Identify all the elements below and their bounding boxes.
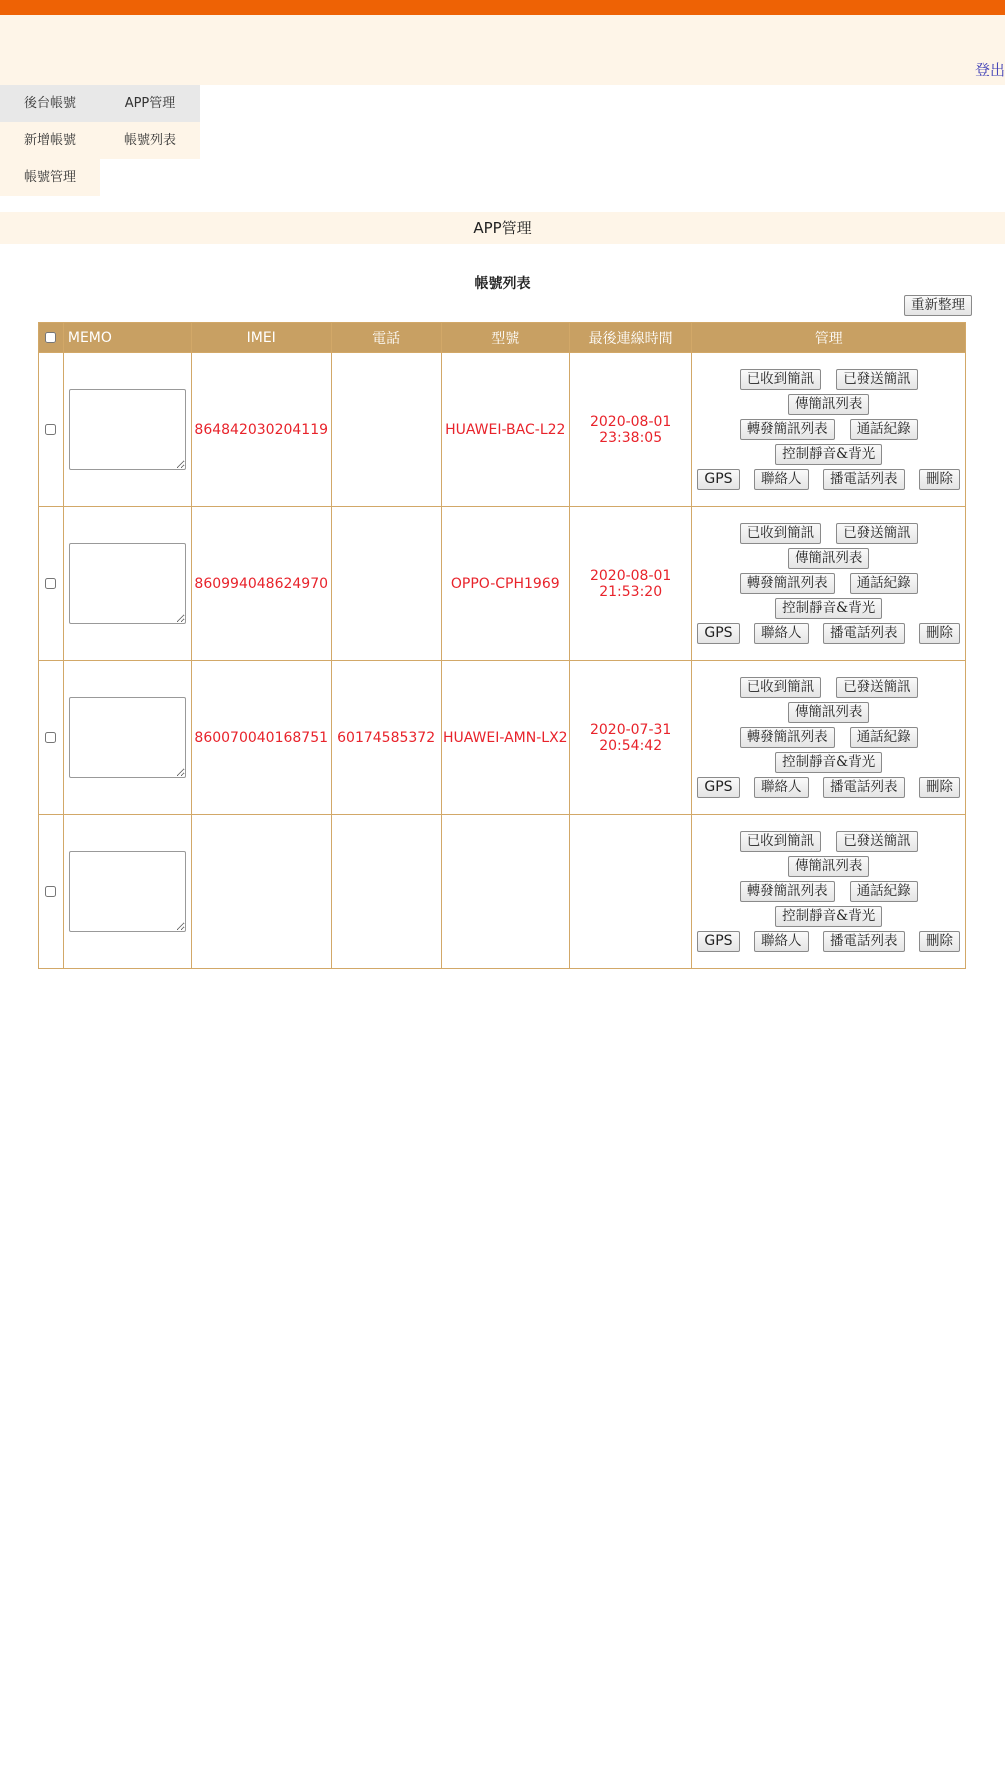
call-log-button[interactable]: 通話紀錄: [850, 573, 918, 594]
send-sms-list-button[interactable]: 傳簡訊列表: [788, 702, 870, 723]
send-sms-list-button[interactable]: 傳簡訊列表: [788, 548, 870, 569]
memo-textarea[interactable]: [69, 851, 186, 932]
row-select-cell: [39, 661, 63, 814]
menu-tab-app-management[interactable]: APP管理: [100, 85, 200, 122]
row-checkbox[interactable]: [45, 732, 56, 743]
call-log-button[interactable]: 通話紀錄: [850, 881, 918, 902]
memo-cell: [64, 661, 191, 814]
select-all-header: [39, 323, 63, 352]
table-row: [39, 661, 965, 814]
phone-cell: [332, 353, 441, 506]
model-cell: HUAWEI-BAC-L22: [442, 353, 569, 506]
manage-header: 管理: [692, 323, 965, 352]
dial-list-button[interactable]: 播電話列表: [823, 623, 905, 644]
contacts-button[interactable]: 聯絡人: [754, 931, 809, 952]
contacts-button[interactable]: 聯絡人: [754, 623, 809, 644]
received-sms-button[interactable]: 已收到簡訊: [740, 677, 822, 698]
dial-list-button[interactable]: 播電話列表: [823, 931, 905, 952]
delete-button[interactable]: 刪除: [919, 777, 960, 798]
model-cell: HUAWEI-AMN-LX2: [442, 661, 569, 814]
row-checkbox[interactable]: [45, 578, 56, 589]
account-table: [38, 322, 966, 969]
menu-item-account-list[interactable]: 帳號列表: [100, 122, 200, 159]
delete-button[interactable]: 刪除: [919, 623, 960, 644]
call-log-button[interactable]: 通話紀錄: [850, 419, 918, 440]
memo-cell: [64, 353, 191, 506]
received-sms-button[interactable]: 已收到簡訊: [740, 831, 822, 852]
menu-item-account-management[interactable]: 帳號管理: [0, 159, 100, 196]
manage-cell: [692, 353, 965, 506]
received-sms-button[interactable]: 已收到簡訊: [740, 523, 822, 544]
table-header-row: [39, 323, 965, 352]
logout-link[interactable]: 登出: [974, 61, 1005, 79]
top-accent-bar: [0, 0, 1005, 15]
row-select-cell: [39, 815, 63, 968]
memo-textarea[interactable]: [69, 389, 186, 470]
section-title: APP管理: [0, 212, 1005, 244]
gps-button[interactable]: GPS: [697, 931, 739, 952]
phone-header: 電話: [332, 323, 441, 352]
header: [0, 15, 1005, 85]
mute-backlight-button[interactable]: 控制靜音&背光: [775, 598, 882, 619]
memo-cell: [64, 507, 191, 660]
manage-cell: [692, 815, 965, 968]
model-header: 型號: [442, 323, 569, 352]
mute-backlight-button[interactable]: 控制靜音&背光: [775, 906, 882, 927]
memo-textarea[interactable]: [69, 697, 186, 778]
memo-cell: [64, 815, 191, 968]
menu-tab-backend-accounts[interactable]: 後台帳號: [0, 85, 100, 122]
refresh-button[interactable]: 重新整理: [904, 295, 972, 316]
delete-button[interactable]: 刪除: [919, 469, 960, 490]
phone-cell: [332, 815, 441, 968]
manage-cell: [692, 507, 965, 660]
delete-button[interactable]: 刪除: [919, 931, 960, 952]
gps-button[interactable]: GPS: [697, 469, 739, 490]
call-log-button[interactable]: 通話紀錄: [850, 727, 918, 748]
received-sms-button[interactable]: 已收到簡訊: [740, 369, 822, 390]
send-sms-list-button[interactable]: 傳簡訊列表: [788, 856, 870, 877]
account-table-viewport[interactable]: [38, 322, 966, 949]
last-online-header: 最後連線時間: [570, 323, 691, 352]
dial-list-button[interactable]: 播電話列表: [823, 777, 905, 798]
list-title: 帳號列表: [474, 276, 531, 292]
forward-sms-list-button[interactable]: 轉發簡訊列表: [740, 573, 835, 594]
row-checkbox[interactable]: [45, 886, 56, 897]
dial-list-button[interactable]: 播電話列表: [823, 469, 905, 490]
menu-item-add-account[interactable]: 新增帳號: [0, 122, 100, 159]
memo-header: MEMO: [64, 323, 191, 352]
row-select-cell: [39, 507, 63, 660]
imei-cell: 860070040168751: [192, 661, 331, 814]
forward-sms-list-button[interactable]: 轉發簡訊列表: [740, 419, 835, 440]
contacts-button[interactable]: 聯絡人: [754, 777, 809, 798]
gps-button[interactable]: GPS: [697, 623, 739, 644]
mute-backlight-button[interactable]: 控制靜音&背光: [775, 752, 882, 773]
model-cell: OPPO-CPH1969: [442, 507, 569, 660]
memo-textarea[interactable]: [69, 543, 186, 624]
row-checkbox[interactable]: [45, 424, 56, 435]
contacts-button[interactable]: 聯絡人: [754, 469, 809, 490]
manage-cell: [692, 661, 965, 814]
imei-cell: [192, 815, 331, 968]
imei-cell: 864842030204119: [192, 353, 331, 506]
sent-sms-button[interactable]: 已發送簡訊: [836, 677, 918, 698]
forward-sms-list-button[interactable]: 轉發簡訊列表: [740, 727, 835, 748]
last-online-cell: 2020-08-01 21:53:20: [570, 507, 691, 660]
send-sms-list-button[interactable]: 傳簡訊列表: [788, 394, 870, 415]
table-row: [39, 815, 965, 968]
last-online-cell: 2020-08-01 23:38:05: [570, 353, 691, 506]
phone-cell: [332, 507, 441, 660]
phone-cell: 60174585372: [332, 661, 441, 814]
select-all-checkbox[interactable]: [45, 332, 56, 343]
sent-sms-button[interactable]: 已發送簡訊: [836, 369, 918, 390]
mute-backlight-button[interactable]: 控制靜音&背光: [775, 444, 882, 465]
sent-sms-button[interactable]: 已發送簡訊: [836, 831, 918, 852]
last-online-cell: 2020-07-31 20:54:42: [570, 661, 691, 814]
forward-sms-list-button[interactable]: 轉發簡訊列表: [740, 881, 835, 902]
row-select-cell: [39, 353, 63, 506]
gps-button[interactable]: GPS: [697, 777, 739, 798]
last-online-cell: [570, 815, 691, 968]
model-cell: [442, 815, 569, 968]
table-row: [39, 353, 965, 506]
imei-cell: 860994048624970: [192, 507, 331, 660]
sent-sms-button[interactable]: 已發送簡訊: [836, 523, 918, 544]
imei-header: IMEI: [192, 323, 331, 352]
table-row: [39, 507, 965, 660]
